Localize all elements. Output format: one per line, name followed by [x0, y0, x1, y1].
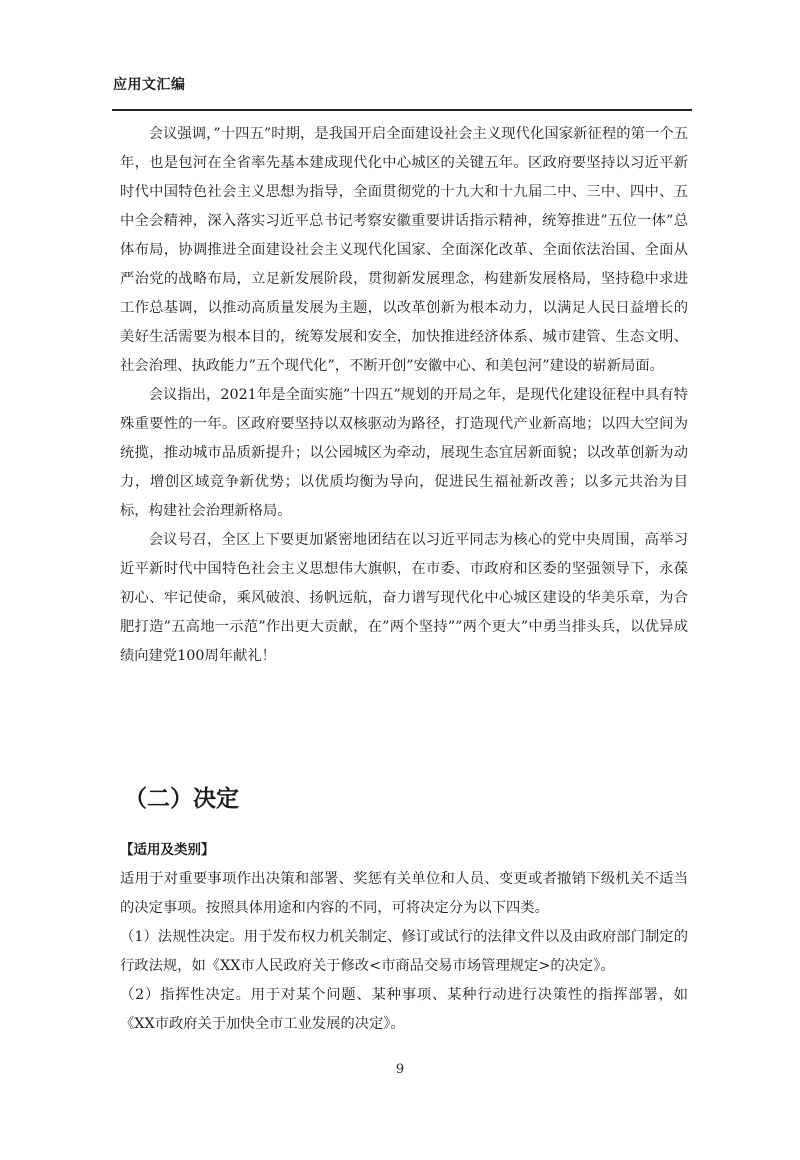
decision-section-body [120, 836, 688, 1039]
usage-category-label: 【适用及类别】 [120, 842, 215, 858]
running-header: 应用文汇编 [113, 77, 186, 93]
paragraph-emphasis: 会议强调，”十四五”时期，是我国开启全面建设社会主义现代化国家新征程的第一个五年，也是包河在全省率先基本建成现代化中心城区的关键五年。区政府要坚持以习近平新时代中国特色社会主义思想为指导，全面贯彻党的十九大和十九届二中、三中、四中、五中全会精神，深入落实习近平总书记考察安徽重要讲话指示精神，统筹推进”五位一体”总体布局，协调推进全面建设社会主义现代化国家、全面深化改革、全面依法治国、全面从严治党的战略布局，立足新发展阶段，贯彻新发展理念，构建新发展格局，坚持稳中求进工作总基调，以推动高质量发展为主题，以改革创新为根本动力，以满足人民日益增长的美好生活需要为根本目的，统筹发展和安全，加快推进经济体系、城市建管、生态文明、社会治理、执政能力”五个现代化”，不断开创”安徽中心、和美包河”建设的崭新局面。 [120, 126, 688, 374]
paragraph-call: 会议号召，全区上下要更加紧密地团结在以习近平同志为核心的党中央周围，高举习近平新时代中国特色社会主义思想伟大旗帜，在市委、市政府和区委的坚强领导下，永葆初心、牢记使命，乘风破浪、扬帆远航，奋力谱写现代化中心城区建设的华美乐章，为合肥打造”五高地一示范”作出更大贡献，在”两个坚持””两个更大”中勇当排头兵，以优异成绩向建党100周年献礼！ [120, 532, 688, 664]
header-divider [112, 109, 692, 111]
meeting-body [120, 120, 688, 671]
decision-item-regulatory: （1）法规性决定。用于发布权力机关制定、修订或试行的法律文件以及由政府部门制定的行政法规，如《XX市人民政府关于修改<市商品交易市场管理规定>的决定》。 [120, 929, 688, 974]
decision-intro: 适用于对重要事项作出决策和部署、奖惩有关单位和人员、变更或者撤销下级机关不适当的决定事项。按照具体用途和内容的不同，可将决定分为以下四类。 [120, 871, 688, 916]
section-heading: （二）决定 [124, 786, 239, 812]
paragraph-pointing-out: 会议指出，2021年是全面实施”十四五”规划的开局之年，是现代化建设征程中具有特殊重要性的一年。区政府要坚持以双核驱动为路径，打造现代产业新高地；以四大空间为统揽，推动城市品质新提升；以公园城区为牵动，展现生态宜居新面貌；以改革创新为动力，增创区域竞争新优势；以优质均衡为导向，促进民生福祉新改善；以多元共治为目标，构建社会治理新格局。 [120, 387, 688, 519]
decision-item-directive: （2）指挥性决定。用于对某个问题、某种事项、某种行动进行决策性的指挥部署，如《XX市政府关于加快全市工业发展的决定》。 [120, 987, 688, 1032]
page-number: 9 [395, 1062, 405, 1077]
